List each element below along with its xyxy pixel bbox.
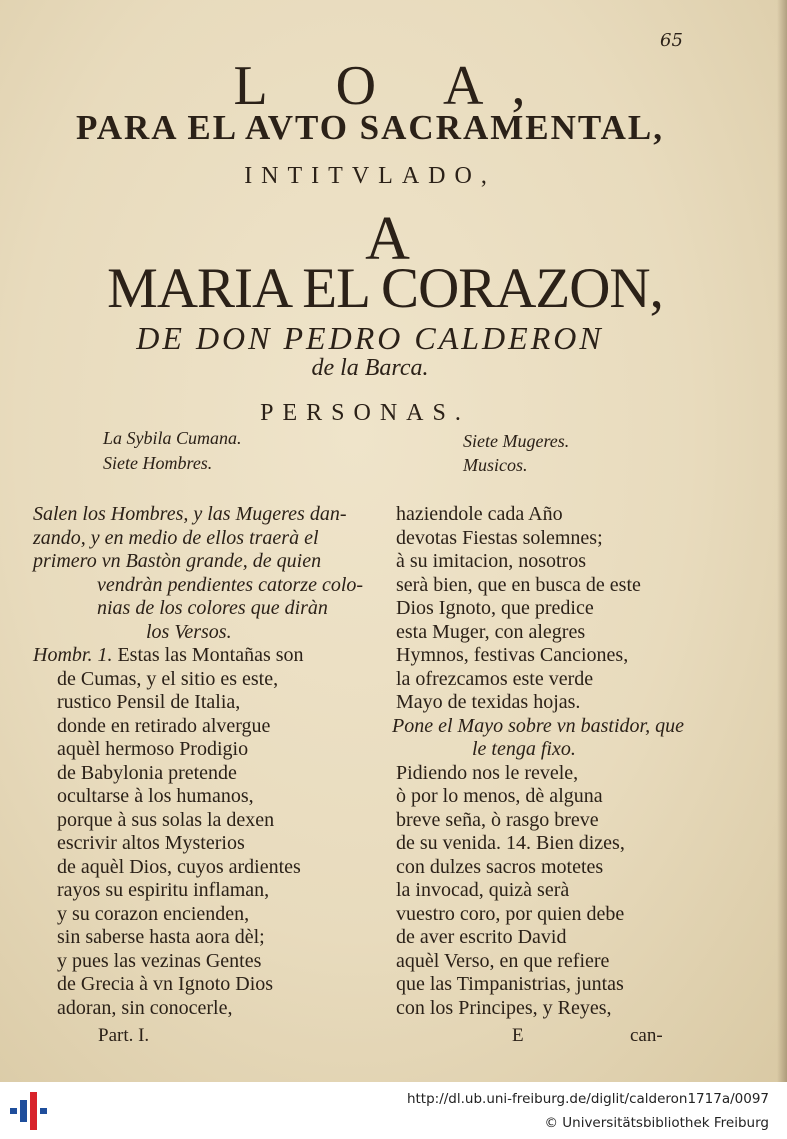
verse-line: con los Principes, y Reyes, <box>396 996 612 1019</box>
verse-line: vuestro coro, por quien debe <box>396 902 625 925</box>
verse-line: esta Muger, con alegres <box>396 620 586 643</box>
stage-direction-line: primero vn Bastòn grande, de quien <box>33 550 322 572</box>
verse-line: à su imitacion, nosotros <box>396 550 586 572</box>
stage-direction-line: Salen los Hombres, y las Mugeres dan- <box>33 503 347 525</box>
gathering-letter: E <box>512 1025 524 1046</box>
verse-line: Hymnos, festivas Canciones, <box>396 644 629 666</box>
title-loa: L O A, <box>233 55 554 117</box>
verse-line: breve seña, ò rasgo breve <box>396 808 599 831</box>
persona-mugeres: Siete Mugeres. <box>463 431 570 451</box>
verse-line: sin saberse hasta aora dèl; <box>57 926 265 948</box>
verse-line: Mayo de texidas hojas. <box>396 691 581 713</box>
signature-mark: Part. I. <box>98 1025 150 1046</box>
persona-hombres: Siete Hombres. <box>103 453 213 473</box>
persona-sybila: La Sybila Cumana. <box>103 428 242 448</box>
verse-line: aquèl hermoso Prodigio <box>57 738 249 760</box>
verse-line: la invocad, quizà serà <box>396 879 570 901</box>
stage-direction-line: nias de los colores que diràn <box>97 597 328 619</box>
stage-direction-line: Pone el Mayo sobre vn bastidor, que <box>392 714 684 737</box>
persona-musicos: Musicos. <box>463 455 528 475</box>
personas-heading: PERSONAS. <box>260 400 470 426</box>
verse-line: de Babylonia pretende <box>57 761 237 784</box>
verse-line: de Cumas, y el sitio es este, <box>57 667 279 690</box>
verse-line: donde en retirado alvergue <box>57 714 271 737</box>
title-maria-el-corazon: MARIA EL CORAZON, <box>107 257 663 320</box>
verse-line: porque à sus solas la dexen <box>57 808 275 831</box>
verse-line: con dulzes sacros motetes <box>396 855 604 878</box>
verse-line: rayos su espiritu inflaman, <box>57 879 270 901</box>
verse-line: Pidiendo nos le revele, <box>396 761 579 784</box>
verse-line: ò por lo menos, dè alguna <box>396 785 603 807</box>
title-a: A <box>365 205 410 273</box>
verse-line: escrivir altos Mysterios <box>57 832 245 854</box>
stage-direction-line: zando, y en medio de ellos traerà el <box>33 526 319 549</box>
verse-line: haziendole cada Año <box>396 503 563 525</box>
catchword: can- <box>630 1025 663 1046</box>
title-intitulado: INTITVLADO, <box>244 163 496 189</box>
verse-line: y pues las vezinas Gentes <box>57 949 262 972</box>
verse-line: de aver escrito David <box>396 926 567 948</box>
speaker-label: Hombr. 1. <box>33 644 113 666</box>
verse-line: Estas las Montañas son <box>117 644 304 666</box>
title-author: DE DON PEDRO CALDERON <box>136 320 604 356</box>
verse-line: adoran, sin conocerle, <box>57 996 233 1019</box>
stage-direction-line: los Versos. <box>146 620 232 643</box>
copyright-notice: © Universitätsbibliothek Freiburg <box>544 1115 769 1131</box>
document-url-link[interactable]: http://dl.ub.uni-freiburg.de/diglit/calderon1717a/0097 <box>406 1091 769 1107</box>
right-text-column <box>392 503 752 1020</box>
verse-line: y su corazon encienden, <box>57 902 250 925</box>
verse-line: rustico Pensil de Italia, <box>57 691 241 713</box>
verse-line: de su venida. 14. Bien dizes, <box>396 832 625 854</box>
page-number: 65 <box>660 30 683 51</box>
verse-line: devotas Fiestas solemnes; <box>396 526 603 549</box>
ub-freiburg-logo-icon <box>8 1090 50 1132</box>
verse-line: ocultarse à los humanos, <box>57 785 254 807</box>
title-auto-sacramental: PARA EL AVTO SACRAMENTAL, <box>75 108 665 147</box>
library-footer <box>0 1082 787 1139</box>
verse-line: de aquèl Dios, cuyos ardientes <box>57 855 301 878</box>
verse-line: la ofrezcamos este verde <box>396 667 594 690</box>
verse-line: serà bien, que en busca de este <box>396 573 641 596</box>
verse-line: Dios Ignoto, que predice <box>396 597 594 619</box>
title-de-la-barca: de la Barca. <box>311 355 429 381</box>
stage-direction-line: le tenga fixo. <box>472 738 576 760</box>
stage-direction-line: vendràn pendientes catorze colo- <box>97 573 364 596</box>
speech-first-line <box>33 644 378 668</box>
verse-line: que las Timpanistrias, juntas <box>396 973 624 995</box>
left-text-column <box>33 503 378 1020</box>
verse-line: aquèl Verso, en que refiere <box>396 949 610 972</box>
verse-line: de Grecia à vn Ignoto Dios <box>57 973 274 995</box>
